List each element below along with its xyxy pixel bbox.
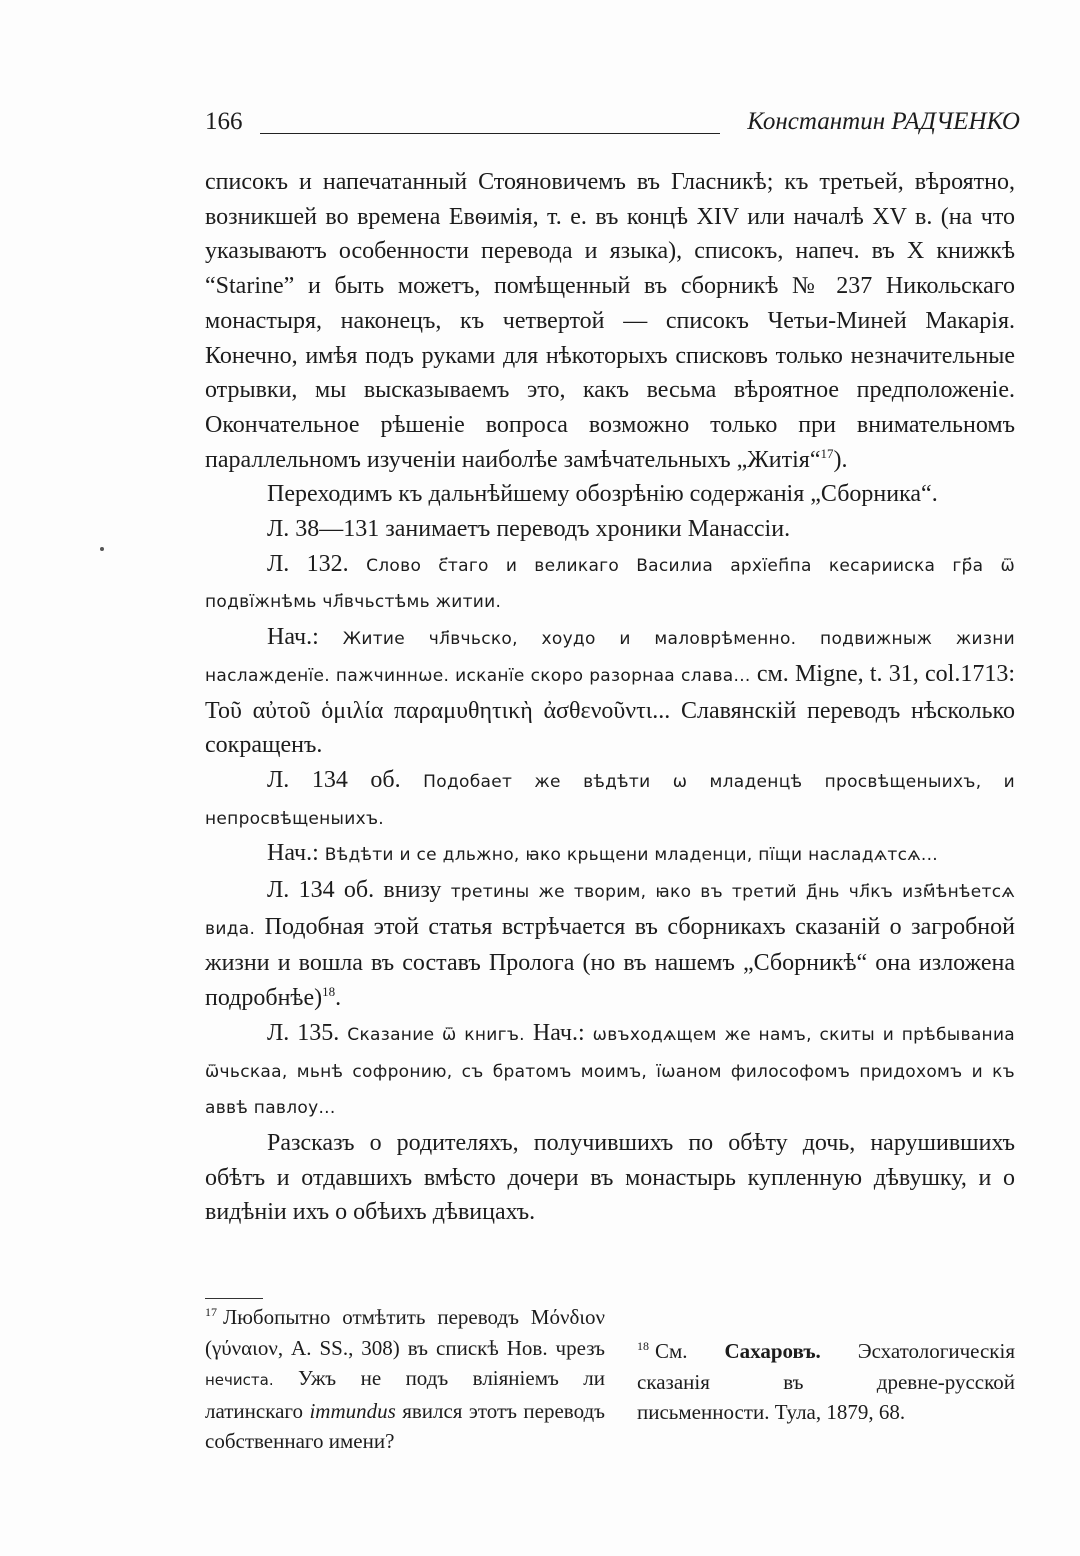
slavonic-title-132: Слово с҃таго и великаго Василиа архїеп҃па кесарииска гр҃а ѿ подвїжнѣмь чл҃вчьстѣмь житии.: [205, 555, 1016, 613]
incipit-label: Нач.:: [267, 624, 319, 651]
footnote-17-text-1: Любопытно отмѣтить переводъ Μόνδιον (γύναιον, A. SS., 308) въ спискѣ Нов. чрезъ: [205, 1305, 605, 1360]
main-text: [205, 165, 1015, 1230]
footnote-ref-17[interactable]: 17: [820, 445, 834, 461]
slavonic-title-135: Сказание ѿ книгъ.: [347, 1024, 525, 1045]
paragraph-3: Л. 38—131 занимаетъ переводъ хроники Манассіи.: [267, 516, 791, 543]
footnote-17-slavonic: нечиста.: [205, 1371, 274, 1389]
header-rule: [260, 133, 720, 134]
paragraph-1-end: ).: [833, 446, 848, 473]
paragraph-6: [205, 763, 1015, 836]
footnote-18-text: Эсхатологическія сказанія въ древне-русской письменности. Тула, 1879, 68.: [637, 1339, 1016, 1424]
leaf-ref-135: Л. 135.: [267, 1019, 340, 1046]
footnote-17-latin: immundus: [309, 1398, 396, 1423]
footnote-rule: [205, 1298, 263, 1299]
margin-mark: [100, 547, 104, 551]
footnote-18-author: Сахаровъ.: [724, 1339, 821, 1363]
slavonic-text-134-bottom: третины же творим, ꙗко въ третий д҃нь чл҃къ изм҃ѣнѣетсѧ вида.: [205, 882, 1015, 939]
paragraph-1-text: списокъ и напечатанный Стояновичемъ въ Гласникѣ; къ третьей, вѣроятно, возникшей во времена Евѳимія, т. е. въ концѣ XIV или началѣ XV в. (на что указываютъ особенности перевода и языка), списокъ, напеч. въ X книжкѣ “Starine” и быть можетъ, помѣщенный въ сборникѣ № 237 Никольскаго монастыря, наконецъ, къ четвертой — списокъ Четьи-Миней Макарія. Конечно, имѣя подъ руками для нѣкоторыхъ списковъ только незначительные отрывки, мы высказываемъ это, какъ весьма вѣроятное предположеніе. Окончательное рѣшеніе вопроса возможно только при внимательномъ параллельномъ изученіи наиболѣе замѣчательныхъ „Житія“: [205, 169, 1015, 473]
paragraph-9: [205, 1016, 1015, 1126]
paragraph-8-commentary: Подобная этой статья встрѣчается въ сборникахъ сказаній о загробной жизни и вошла въ составъ Пролога (но въ нашемъ „Сборникѣ“ она изложена подробнѣе): [205, 913, 1015, 1012]
paragraph-1: [205, 165, 1015, 477]
footnote-18: [637, 1336, 1015, 1428]
footnote-17-text-3: явился этотъ переводъ собственнаго имени?: [205, 1398, 606, 1453]
paragraph-8: [205, 873, 1015, 1016]
leaf-ref-134-bottom: Л. 134 об. внизу: [267, 877, 442, 904]
leaf-ref-134: Л. 134 об.: [267, 766, 401, 793]
incipit-label: Нач.:: [532, 1019, 585, 1046]
paragraph-10: Разсказъ о родителяхъ, получившихъ по обѣту дочь, нарушившихъ обѣтъ и отдавшихъ вмѣсто дочери въ монастырь купленную дѣвушку, и о видѣніи ихъ о обѣихъ дѣвицахъ.: [205, 1129, 1015, 1226]
paragraph-8-end: .: [335, 985, 342, 1012]
slavonic-incipit-135: ѡвъходѧщем же намъ, скиты и прѣбываниа ѿчьскаа, мьнѣ софронию, съ братомъ моимъ, їѡаном философомъ придохомъ и къ аввѣ павлоу...: [205, 1024, 1016, 1119]
footnote-18-mark: 18: [637, 1339, 649, 1353]
paragraph-7: [205, 836, 1015, 873]
footnote-17-mark: 17: [205, 1305, 217, 1319]
leaf-ref-132: Л. 132.: [267, 550, 349, 577]
footnote-18-pre: См.: [655, 1339, 688, 1363]
page-number: 166: [205, 108, 243, 135]
paragraph-5-commentary: см. Migne, t. 31, col.1713: Τοῦ αὐτοῦ ὁμιλία παραμυθητικὴ ἀσθενοῦντι... Славянскій переводъ нѣсколько сокращенъ.: [205, 660, 1016, 759]
paragraph-5: [205, 620, 1015, 763]
running-head-author: Константин РАДЧЕНКО: [747, 108, 1020, 135]
footnote-ref-18[interactable]: 18: [322, 984, 336, 1000]
slavonic-incipit-134: Вѣдѣти и се дльжно, ꙗко крьщени младенци, пїщи насладѧтсѧ...: [324, 845, 939, 866]
footnote-17: [205, 1302, 605, 1457]
footnote-17-text-2: Ужъ не подъ вліяніемъ ли латинскаго: [205, 1366, 605, 1423]
footnote-column-right: [637, 1336, 1015, 1428]
slavonic-title-134: Подобает же вѣдѣти ѡ младенцѣ просвѣщеныихъ, и непросвѣщеныихъ.: [205, 771, 1016, 829]
running-head: [205, 108, 1020, 144]
paragraph-2: Переходимъ къ дальнѣйшему обозрѣнію содержанія „Сборника“.: [267, 481, 938, 508]
incipit-label: Нач.:: [267, 840, 319, 867]
paragraph-4: [205, 547, 1015, 620]
slavonic-incipit-132: Житие чл҃вчьско, хоудо и маловрѣменно. подвижныж жизни наслажденїе. пажчиннѡе. исканїе скоро разорнаа слава...: [205, 629, 1015, 686]
footnote-column-left: [205, 1302, 605, 1457]
